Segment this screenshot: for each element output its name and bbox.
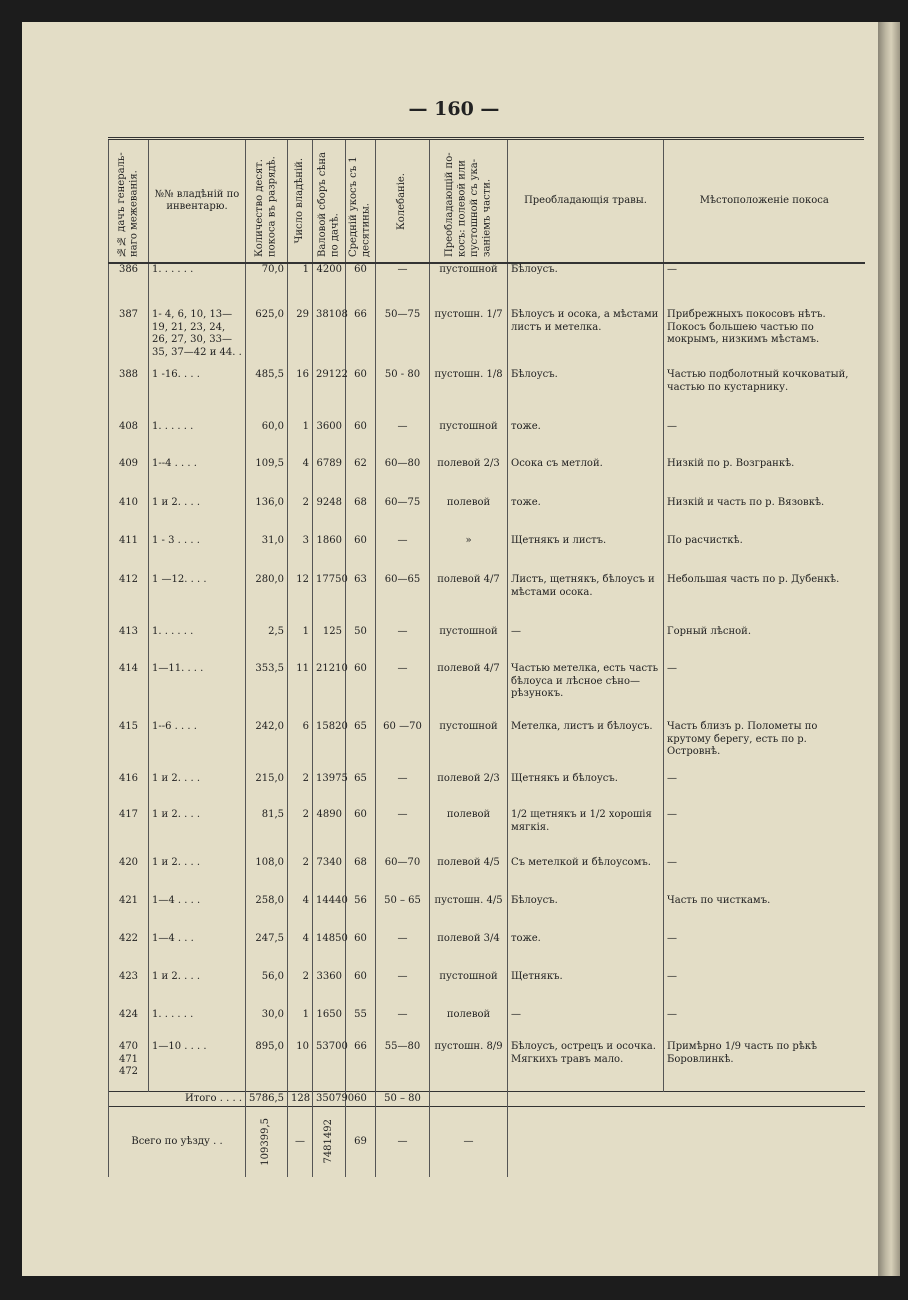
- row-vladenie: 1 и 2. . . .: [149, 773, 246, 809]
- row-dacha: 409: [109, 458, 149, 497]
- row-mesto: —: [664, 857, 865, 895]
- row-vladenie: 1. . . . . .: [149, 263, 246, 309]
- row-chislo: 2: [288, 857, 313, 895]
- row-sbor: 3360: [313, 971, 346, 1009]
- row-dacha: 421: [109, 895, 149, 933]
- row-kolebanie: —: [376, 663, 430, 721]
- table-row: [109, 309, 865, 369]
- uezd-sbor-cell: [313, 1107, 346, 1177]
- row-chislo: 1: [288, 1009, 313, 1041]
- row-sbor: 9248: [313, 497, 346, 535]
- table-row: [109, 773, 865, 809]
- row-mesto: —: [664, 1009, 865, 1041]
- header-vladenie: №№ владѣній по инвентарю.: [149, 140, 246, 263]
- row-ukos: 66: [346, 309, 376, 369]
- row-travy: тоже.: [508, 933, 664, 971]
- row-pokos: полевой 3/4: [430, 933, 508, 971]
- empty-cell: [508, 1107, 664, 1177]
- table-row: [109, 1041, 865, 1091]
- row-sbor: 1860: [313, 535, 346, 574]
- row-pokos: полевой: [430, 497, 508, 535]
- row-vladenie: 1—10 . . . .: [149, 1041, 246, 1091]
- row-kolebanie: —: [376, 626, 430, 663]
- row-ukos: 60: [346, 971, 376, 1009]
- uezd-sbor: 7481492: [322, 1119, 334, 1165]
- row-sbor: 4200: [313, 263, 346, 309]
- table-container: [108, 140, 864, 1177]
- row-kolichestvo: 56,0: [246, 971, 288, 1009]
- row-travy: Бѣлоусъ, острецъ и осочка. Мягкихъ травъ мало.: [508, 1041, 664, 1091]
- row-kolichestvo: 109,5: [246, 458, 288, 497]
- row-pokos: полевой 4/5: [430, 857, 508, 895]
- row-travy: 1/2 щетнякъ и 1/2 хорошія мягкія.: [508, 809, 664, 857]
- row-pokos: пустошной: [430, 971, 508, 1009]
- row-travy: Щетнякъ и листъ.: [508, 535, 664, 574]
- row-travy: Щетнякъ и бѣлоусъ.: [508, 773, 664, 809]
- row-travy: Съ метелкой и бѣлоусомъ.: [508, 857, 664, 895]
- row-mesto: Частью подболотный кочковатый, частью по кустарнику.: [664, 369, 865, 421]
- table-body: [109, 263, 865, 1091]
- row-kolebanie: —: [376, 773, 430, 809]
- row-ukos: 50: [346, 626, 376, 663]
- row-kolebanie: —: [376, 263, 430, 309]
- row-sbor: 3600: [313, 421, 346, 458]
- row-pokos: пустошн. 1/7: [430, 309, 508, 369]
- row-kolichestvo: 625,0: [246, 309, 288, 369]
- total-kol: 5786,5: [246, 1091, 288, 1107]
- row-travy: Бѣлоусъ.: [508, 895, 664, 933]
- row-kolichestvo: 30,0: [246, 1009, 288, 1041]
- row-sbor: 13975: [313, 773, 346, 809]
- row-mesto: —: [664, 263, 865, 309]
- row-mesto: —: [664, 971, 865, 1009]
- row-chislo: 1: [288, 421, 313, 458]
- page-number: — 160 —: [408, 98, 500, 120]
- row-mesto: Низкій и часть по р. Вязовкѣ.: [664, 497, 865, 535]
- row-travy: Частью метелка, есть часть бѣлоуса и лѣсное сѣно—рѣзунокъ.: [508, 663, 664, 721]
- row-chislo: 3: [288, 535, 313, 574]
- row-kolichestvo: 81,5: [246, 809, 288, 857]
- table-row: [109, 497, 865, 535]
- row-chislo: 6: [288, 721, 313, 773]
- row-chislo: 1: [288, 626, 313, 663]
- uezd-row: [109, 1107, 865, 1177]
- row-dacha: 412: [109, 574, 149, 626]
- row-vladenie: 1 и 2. . . .: [149, 971, 246, 1009]
- uezd-kol-cell: [246, 1107, 288, 1177]
- row-dacha: 420: [109, 857, 149, 895]
- row-ukos: 56: [346, 895, 376, 933]
- row-dacha: 411: [109, 535, 149, 574]
- row-kolichestvo: 215,0: [246, 773, 288, 809]
- row-kolichestvo: 2,5: [246, 626, 288, 663]
- total-chislo: 128: [288, 1091, 313, 1107]
- row-mesto: Прибрежныхъ покосовъ нѣтъ. Покосъ большею частью по мокрымъ, низкимъ мѣстамъ.: [664, 309, 865, 369]
- row-vladenie: 1--4 . . . .: [149, 458, 246, 497]
- row-ukos: 63: [346, 574, 376, 626]
- row-dacha: 415: [109, 721, 149, 773]
- row-dacha: 386: [109, 263, 149, 309]
- uezd-ukos: 69: [346, 1107, 376, 1177]
- row-chislo: 11: [288, 663, 313, 721]
- row-sbor: 53700: [313, 1041, 346, 1091]
- table-footer: [109, 1091, 865, 1177]
- row-vladenie: 1 —12. . . .: [149, 574, 246, 626]
- uezd-koleb: —: [376, 1107, 430, 1177]
- row-kolichestvo: 136,0: [246, 497, 288, 535]
- row-vladenie: 1. . . . . .: [149, 1009, 246, 1041]
- row-vladenie: 1 -16. . . .: [149, 369, 246, 421]
- row-vladenie: 1—4 . . .: [149, 933, 246, 971]
- row-travy: тоже.: [508, 497, 664, 535]
- row-ukos: 60: [346, 809, 376, 857]
- row-pokos: пустошной: [430, 421, 508, 458]
- table-row: [109, 458, 865, 497]
- uezd-label: Всего по уѣзду . .: [109, 1107, 246, 1177]
- header-pokos: Преобладающій по-косъ: полевой или пустошной съ ука-заніемъ части.: [430, 140, 508, 263]
- row-ukos: 66: [346, 1041, 376, 1091]
- row-travy: Осока съ метлой.: [508, 458, 664, 497]
- row-kolebanie: 60—80: [376, 458, 430, 497]
- row-chislo: 16: [288, 369, 313, 421]
- row-mesto: Небольшая часть по р. Дубенкѣ.: [664, 574, 865, 626]
- row-ukos: 60: [346, 421, 376, 458]
- row-kolebanie: 50 – 65: [376, 895, 430, 933]
- table-row: [109, 263, 865, 309]
- table-row: [109, 535, 865, 574]
- table-row: [109, 721, 865, 773]
- book-spine: [878, 22, 900, 1276]
- row-travy: Бѣлоусъ и осока, а мѣстами листъ и метелка.: [508, 309, 664, 369]
- row-sbor: 15820: [313, 721, 346, 773]
- total-koleb: 50 – 80: [376, 1091, 430, 1107]
- table-row: [109, 857, 865, 895]
- row-sbor: 1650: [313, 1009, 346, 1041]
- uezd-chislo: —: [288, 1107, 313, 1177]
- row-sbor: 4890: [313, 809, 346, 857]
- row-pokos: пустошной: [430, 626, 508, 663]
- row-chislo: 4: [288, 895, 313, 933]
- row-mesto: Примѣрно 1/9 часть по рѣкѣ Боровлинкѣ.: [664, 1041, 865, 1091]
- row-vladenie: 1 и 2. . . .: [149, 809, 246, 857]
- row-pokos: »: [430, 535, 508, 574]
- row-pokos: полевой: [430, 809, 508, 857]
- row-chislo: 12: [288, 574, 313, 626]
- row-sbor: 29122: [313, 369, 346, 421]
- row-mesto: —: [664, 809, 865, 857]
- row-mesto: Часть по чисткамъ.: [664, 895, 865, 933]
- row-ukos: 62: [346, 458, 376, 497]
- row-dacha: 422: [109, 933, 149, 971]
- row-sbor: 125: [313, 626, 346, 663]
- row-vladenie: 1- 4, 6, 10, 13—19, 21, 23, 24, 26, 27, 30, 33—35, 37—42 и 44. .: [149, 309, 246, 369]
- table-row: [109, 1009, 865, 1041]
- row-chislo: 2: [288, 971, 313, 1009]
- row-sbor: 14440: [313, 895, 346, 933]
- row-ukos: 60: [346, 535, 376, 574]
- row-ukos: 60: [346, 933, 376, 971]
- row-pokos: пустошн. 4/5: [430, 895, 508, 933]
- row-mesto: По расчисткѣ.: [664, 535, 865, 574]
- row-travy: Щетнякъ.: [508, 971, 664, 1009]
- row-pokos: пустошн. 1/8: [430, 369, 508, 421]
- row-kolichestvo: 247,5: [246, 933, 288, 971]
- row-dacha: 417: [109, 809, 149, 857]
- row-mesto: —: [664, 933, 865, 971]
- header-dacha: №№ дачъ генераль-наго межеванія.: [109, 140, 149, 263]
- table-row: [109, 626, 865, 663]
- header-travy: Преобладающія травы.: [508, 140, 664, 263]
- row-kolichestvo: 353,5: [246, 663, 288, 721]
- row-kolichestvo: 258,0: [246, 895, 288, 933]
- row-kolebanie: —: [376, 421, 430, 458]
- row-kolebanie: —: [376, 535, 430, 574]
- row-sbor: 17750: [313, 574, 346, 626]
- row-kolichestvo: 60,0: [246, 421, 288, 458]
- uezd-pokos: —: [430, 1107, 508, 1177]
- row-pokos: полевой 2/3: [430, 773, 508, 809]
- total-sbor: 350790: [313, 1091, 346, 1107]
- row-dacha: 408: [109, 421, 149, 458]
- empty-cell: [664, 1107, 865, 1177]
- row-mesto: Горный лѣсной.: [664, 626, 865, 663]
- row-kolebanie: —: [376, 1009, 430, 1041]
- row-dacha: 410: [109, 497, 149, 535]
- table-row: [109, 369, 865, 421]
- row-ukos: 65: [346, 721, 376, 773]
- row-chislo: 2: [288, 809, 313, 857]
- row-pokos: полевой: [430, 1009, 508, 1041]
- header-chislo: Число владѣній.: [288, 140, 313, 263]
- row-dacha: 416: [109, 773, 149, 809]
- row-ukos: 68: [346, 497, 376, 535]
- row-kolebanie: —: [376, 933, 430, 971]
- row-mesto: —: [664, 663, 865, 721]
- row-sbor: 21210: [313, 663, 346, 721]
- table-row: [109, 421, 865, 458]
- row-kolebanie: 50 - 80: [376, 369, 430, 421]
- total-row: [109, 1091, 865, 1107]
- row-ukos: 60: [346, 263, 376, 309]
- row-vladenie: 1 и 2. . . .: [149, 497, 246, 535]
- row-kolebanie: —: [376, 971, 430, 1009]
- row-travy: Листъ, щетнякъ, бѣлоусъ и мѣстами осока.: [508, 574, 664, 626]
- row-travy: Бѣлоусъ.: [508, 369, 664, 421]
- row-ukos: 60: [346, 663, 376, 721]
- table-row: [109, 663, 865, 721]
- row-dacha: 423: [109, 971, 149, 1009]
- row-dacha: 470 471 472: [109, 1041, 149, 1091]
- table-row: [109, 895, 865, 933]
- row-sbor: 38108: [313, 309, 346, 369]
- empty-cell: [430, 1091, 508, 1107]
- row-ukos: 55: [346, 1009, 376, 1041]
- row-vladenie: 1 - 3 . . . .: [149, 535, 246, 574]
- row-pokos: полевой 4/7: [430, 663, 508, 721]
- row-vladenie: 1--6 . . . .: [149, 721, 246, 773]
- row-sbor: 14850: [313, 933, 346, 971]
- hay-statistics-table: [108, 140, 865, 1177]
- row-pokos: пустошн. 8/9: [430, 1041, 508, 1091]
- table-row: [109, 809, 865, 857]
- row-kolichestvo: 485,5: [246, 369, 288, 421]
- row-ukos: 68: [346, 857, 376, 895]
- row-sbor: 7340: [313, 857, 346, 895]
- row-kolebanie: 55—80: [376, 1041, 430, 1091]
- row-dacha: 424: [109, 1009, 149, 1041]
- table-row: [109, 933, 865, 971]
- header-kolebanie: Колебаніе.: [376, 140, 430, 263]
- row-pokos: полевой 2/3: [430, 458, 508, 497]
- row-pokos: полевой 4/7: [430, 574, 508, 626]
- row-ukos: 60: [346, 369, 376, 421]
- row-pokos: пустошной: [430, 263, 508, 309]
- row-mesto: —: [664, 421, 865, 458]
- row-kolichestvo: 108,0: [246, 857, 288, 895]
- row-kolebanie: 60 —70: [376, 721, 430, 773]
- row-vladenie: 1 и 2. . . .: [149, 857, 246, 895]
- row-vladenie: 1. . . . . .: [149, 626, 246, 663]
- row-kolichestvo: 895,0: [246, 1041, 288, 1091]
- row-kolichestvo: 31,0: [246, 535, 288, 574]
- row-chislo: 4: [288, 458, 313, 497]
- row-kolichestvo: 242,0: [246, 721, 288, 773]
- row-chislo: 4: [288, 933, 313, 971]
- row-vladenie: 1—11. . . .: [149, 663, 246, 721]
- row-travy: —: [508, 1009, 664, 1041]
- row-pokos: пустошной: [430, 721, 508, 773]
- row-travy: —: [508, 626, 664, 663]
- row-ukos: 65: [346, 773, 376, 809]
- row-vladenie: 1. . . . . .: [149, 421, 246, 458]
- row-kolichestvo: 280,0: [246, 574, 288, 626]
- row-travy: Бѣлоусъ.: [508, 263, 664, 309]
- row-mesto: —: [664, 773, 865, 809]
- row-chislo: 1: [288, 263, 313, 309]
- row-chislo: 29: [288, 309, 313, 369]
- row-mesto: Низкій по р. Возгранкѣ.: [664, 458, 865, 497]
- row-kolebanie: —: [376, 809, 430, 857]
- header-sbor: Валовой сборъ сѣна по дачѣ.: [313, 140, 346, 263]
- table-row: [109, 574, 865, 626]
- row-dacha: 388: [109, 369, 149, 421]
- row-chislo: 10: [288, 1041, 313, 1091]
- row-vladenie: 1—4 . . . .: [149, 895, 246, 933]
- header-row: [109, 140, 865, 263]
- row-chislo: 2: [288, 497, 313, 535]
- row-sbor: 6789: [313, 458, 346, 497]
- row-kolichestvo: 70,0: [246, 263, 288, 309]
- header-ukos: Средній укосъ съ 1 десятины.: [346, 140, 376, 263]
- row-chislo: 2: [288, 773, 313, 809]
- row-kolebanie: 50—75: [376, 309, 430, 369]
- empty-cell: [664, 1091, 865, 1107]
- empty-cell: [508, 1091, 664, 1107]
- row-dacha: 387: [109, 309, 149, 369]
- uezd-kol: 109399,5: [260, 1117, 272, 1166]
- row-mesto: Часть близъ р. Пoлометы по крутому берегу, есть по р. Островнѣ.: [664, 721, 865, 773]
- row-dacha: 413: [109, 626, 149, 663]
- row-travy: Метелка, листъ и бѣлоусъ.: [508, 721, 664, 773]
- header-kolichestvo: Количество десят. покоса въ разрядѣ.: [246, 140, 288, 263]
- row-dacha: 414: [109, 663, 149, 721]
- header-mesto: Мѣстоположеніе покоса: [664, 140, 865, 263]
- table-row: [109, 971, 865, 1009]
- row-kolebanie: 60—70: [376, 857, 430, 895]
- row-kolebanie: 60—75: [376, 497, 430, 535]
- row-travy: тоже.: [508, 421, 664, 458]
- total-ukos: 60: [346, 1091, 376, 1107]
- row-kolebanie: 60—65: [376, 574, 430, 626]
- total-label: Итого . . . .: [109, 1091, 246, 1107]
